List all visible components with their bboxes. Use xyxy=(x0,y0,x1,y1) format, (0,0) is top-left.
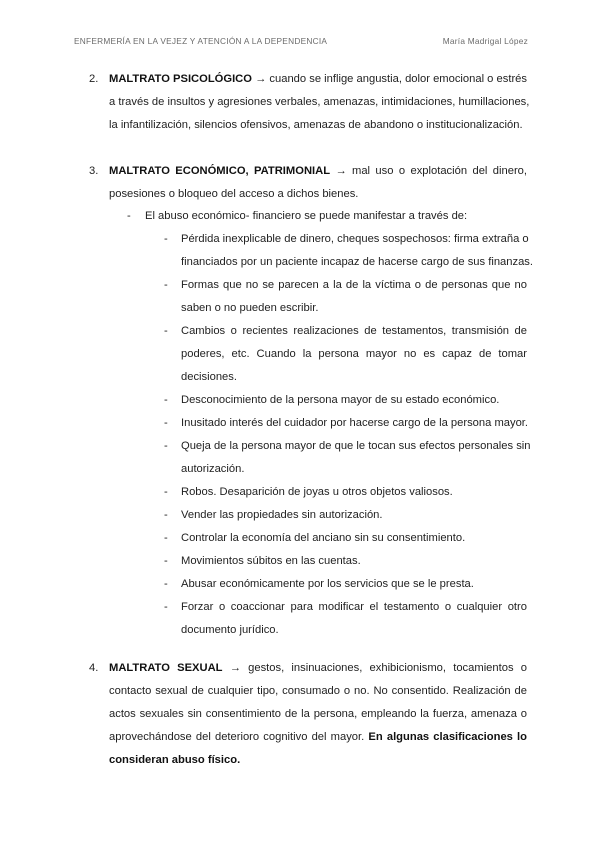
section-psychological-abuse xyxy=(89,68,530,137)
paragraph-line: aprovechándose del deterioro cognitivo del mayor. En algunas clasificaciones lo xyxy=(109,731,527,743)
paragraph-line: MALTRATO PSICOLÓGICO → cuando se inflige angustia, dolor emocional o estrés xyxy=(109,73,527,85)
section-sexual-abuse xyxy=(89,657,527,772)
bold-note-end: consideran abuso físico. xyxy=(109,754,241,766)
list-item: - Pérdida inexplicable de dinero, cheques sospechosos: firma extraña o financiados por un paciente incapaz de hacerse cargo de sus finanzas. xyxy=(164,228,527,274)
paragraph-line: posesiones o bloqueo del acceso a dichos bienes. xyxy=(109,188,359,200)
section-title: MALTRATO PSICOLÓGICO xyxy=(109,73,252,85)
bullet-list xyxy=(164,228,534,642)
dash-marker: - xyxy=(164,601,168,613)
dash-marker: - xyxy=(127,210,131,222)
paragraph-line: MALTRATO ECONÓMICO, PATRIMONIAL → mal uso o explotación del dinero, xyxy=(109,165,527,177)
dash-marker: - xyxy=(164,532,168,544)
dash-marker: - xyxy=(164,417,168,429)
paragraph-line: MALTRATO SEXUAL → gestos, insinuaciones, exhibicionismo, tocamientos o xyxy=(109,662,527,674)
list-item: - Abusar económicamente por los servicios que se le presta. xyxy=(164,573,527,596)
dash-marker: - xyxy=(164,325,168,337)
section-number: 4. xyxy=(89,662,99,674)
page-header xyxy=(74,36,528,46)
section-economic-abuse xyxy=(89,160,527,206)
list-item: - Queja de la persona mayor de que le tocan sus efectos personales sin autorización. xyxy=(164,435,527,481)
list-item: - Desconocimiento de la persona mayor de su estado económico. xyxy=(164,389,527,412)
dash-marker: - xyxy=(164,486,168,498)
section-number: 2. xyxy=(89,73,99,85)
dash-marker: - xyxy=(164,509,168,521)
list-item: - Movimientos súbitos en las cuentas. xyxy=(164,550,527,573)
list-item: - Inusitado interés del cuidador por hacerse cargo de la persona mayor. xyxy=(164,412,527,435)
section-number: 3. xyxy=(89,165,99,177)
section-title: MALTRATO ECONÓMICO, PATRIMONIAL xyxy=(109,165,331,177)
paragraph-line: a través de insultos y agresiones verbales, amenazas, intimidaciones, humillaciones, xyxy=(109,96,530,108)
bold-note: En algunas clasificaciones lo xyxy=(368,731,527,743)
list-item: - Controlar la economía del anciano sin su consentimiento. xyxy=(164,527,527,550)
list-item: - Cambios o recientes realizaciones de testamentos, transmisión de poderes, etc. Cuando la persona mayor no es capaz de tomar decisiones. xyxy=(164,320,527,389)
paragraph-line: la infantilización, silencios ofensivos, amenazas de abandono o institucionalización. xyxy=(109,119,523,131)
dash-marker: - xyxy=(164,279,168,291)
header-course-title: ENFERMERÍA EN LA VEJEZ Y ATENCIÓN A LA DEPENDENCIA xyxy=(74,36,328,46)
list-item: - Robos. Desaparición de joyas u otros objetos valiosos. xyxy=(164,481,527,504)
section-title: MALTRATO SEXUAL xyxy=(109,662,223,674)
dash-marker: - xyxy=(164,394,168,406)
header-author: María Madrigal López xyxy=(442,36,528,46)
paragraph-line: contacto sexual de cualquier tipo, consumado o no. No consentido. Realización de xyxy=(109,685,527,697)
paragraph-line: actos sexuales sin consentimiento de la persona, empleando la fuerza, amenaza o xyxy=(109,708,527,720)
list-item: - Formas que no se parecen a la de la víctima o de personas que no saben o no pueden escribir. xyxy=(164,274,527,320)
dash-marker: - xyxy=(164,233,168,245)
sub-item-text: El abuso económico- financiero se puede manifestar a través de: xyxy=(145,210,468,222)
dash-marker: - xyxy=(164,555,168,567)
list-item: - Forzar o coaccionar para modificar el testamento o cualquier otro documento jurídico. xyxy=(164,596,527,642)
dash-marker: - xyxy=(164,440,168,452)
list-item: - Vender las propiedades sin autorización. xyxy=(164,504,527,527)
dash-marker: - xyxy=(164,578,168,590)
